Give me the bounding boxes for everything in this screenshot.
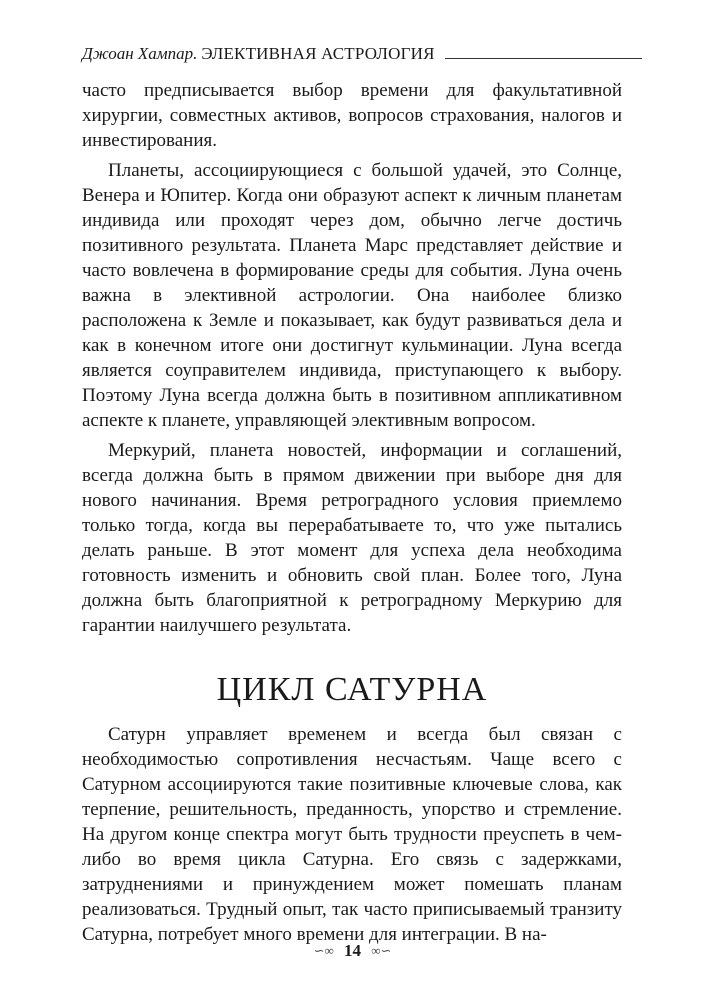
body-text: [82, 78, 622, 947]
paragraph-3: Меркурий, планета новостей, информации и соглашений, всегда должна быть в прямом движении при выборе дня для нового начинания. Время ретроградного условия приемлемо только тогда, когда вы перерабатываете то, что уже пытались делать раньше. В этот момент для успеха дела необходима готовность изменить и обновить свой план. Более того, Луна должна быть благоприятной к ретроградному Меркурию для гарантии наилучшего результата.: [82, 440, 622, 636]
paragraph-2: Планеты, ассоциирующиеся с большой удачей, это Солнце, Венера и Юпитер. Когда они образуют аспект к личным планетам индивида или проходят через дом, обычно легче достичь позитивного результата. Планета Марс представляет действие и часто вовлечена в формирование среды для события. Луна очень важна в элективной астрологии. Она наиболее близко расположена к Земле и показывает, как будут развиваться дела и как в конечном итоге они достигнут кульминации. Луна всегда является соуправителем индивида, приступающего к выбору. Поэтому Луна всегда должна быть в позитивном аппликативном аспекте к планете, управляющей элективным вопросом.: [82, 160, 622, 431]
running-header: [82, 44, 642, 64]
footer-ornament-left: ∽∞: [313, 943, 334, 959]
paragraph-1: часто предписывается выбор времени для факультативной хирургии, совместных активов, вопросов страхования, налогов и инвестирования.: [82, 80, 622, 151]
header-rule: [445, 58, 642, 59]
section-paragraph: Сатурн управляет временем и всегда был связан с необходимостью сопротивления несчастьям. Чаще всего с Сатурном ассоциируются такие позитивные ключевые слова, как терпение, решительность, преданность, упорство и стремление. На другом конце спектра могут быть трудности преуспеть в чем-либо во время цикла Сатурна. Его связь с задержками, затруднениями и принуждением может помешать планам реализоваться. Трудный опыт, так часто приписываемый транзиту Сатурна, потребует много времени для интеграции. В на-: [82, 724, 622, 945]
page-footer: [0, 940, 705, 961]
footer-ornament-right: ∞∽: [371, 943, 392, 959]
section-title: ЦИКЛ САТУРНА: [216, 671, 488, 708]
page-number: 14: [344, 941, 361, 961]
header-book-title: ЭЛЕКТИВНАЯ АСТРОЛОГИЯ: [201, 44, 435, 63]
header-author: Джоан Хампар.: [82, 44, 198, 63]
